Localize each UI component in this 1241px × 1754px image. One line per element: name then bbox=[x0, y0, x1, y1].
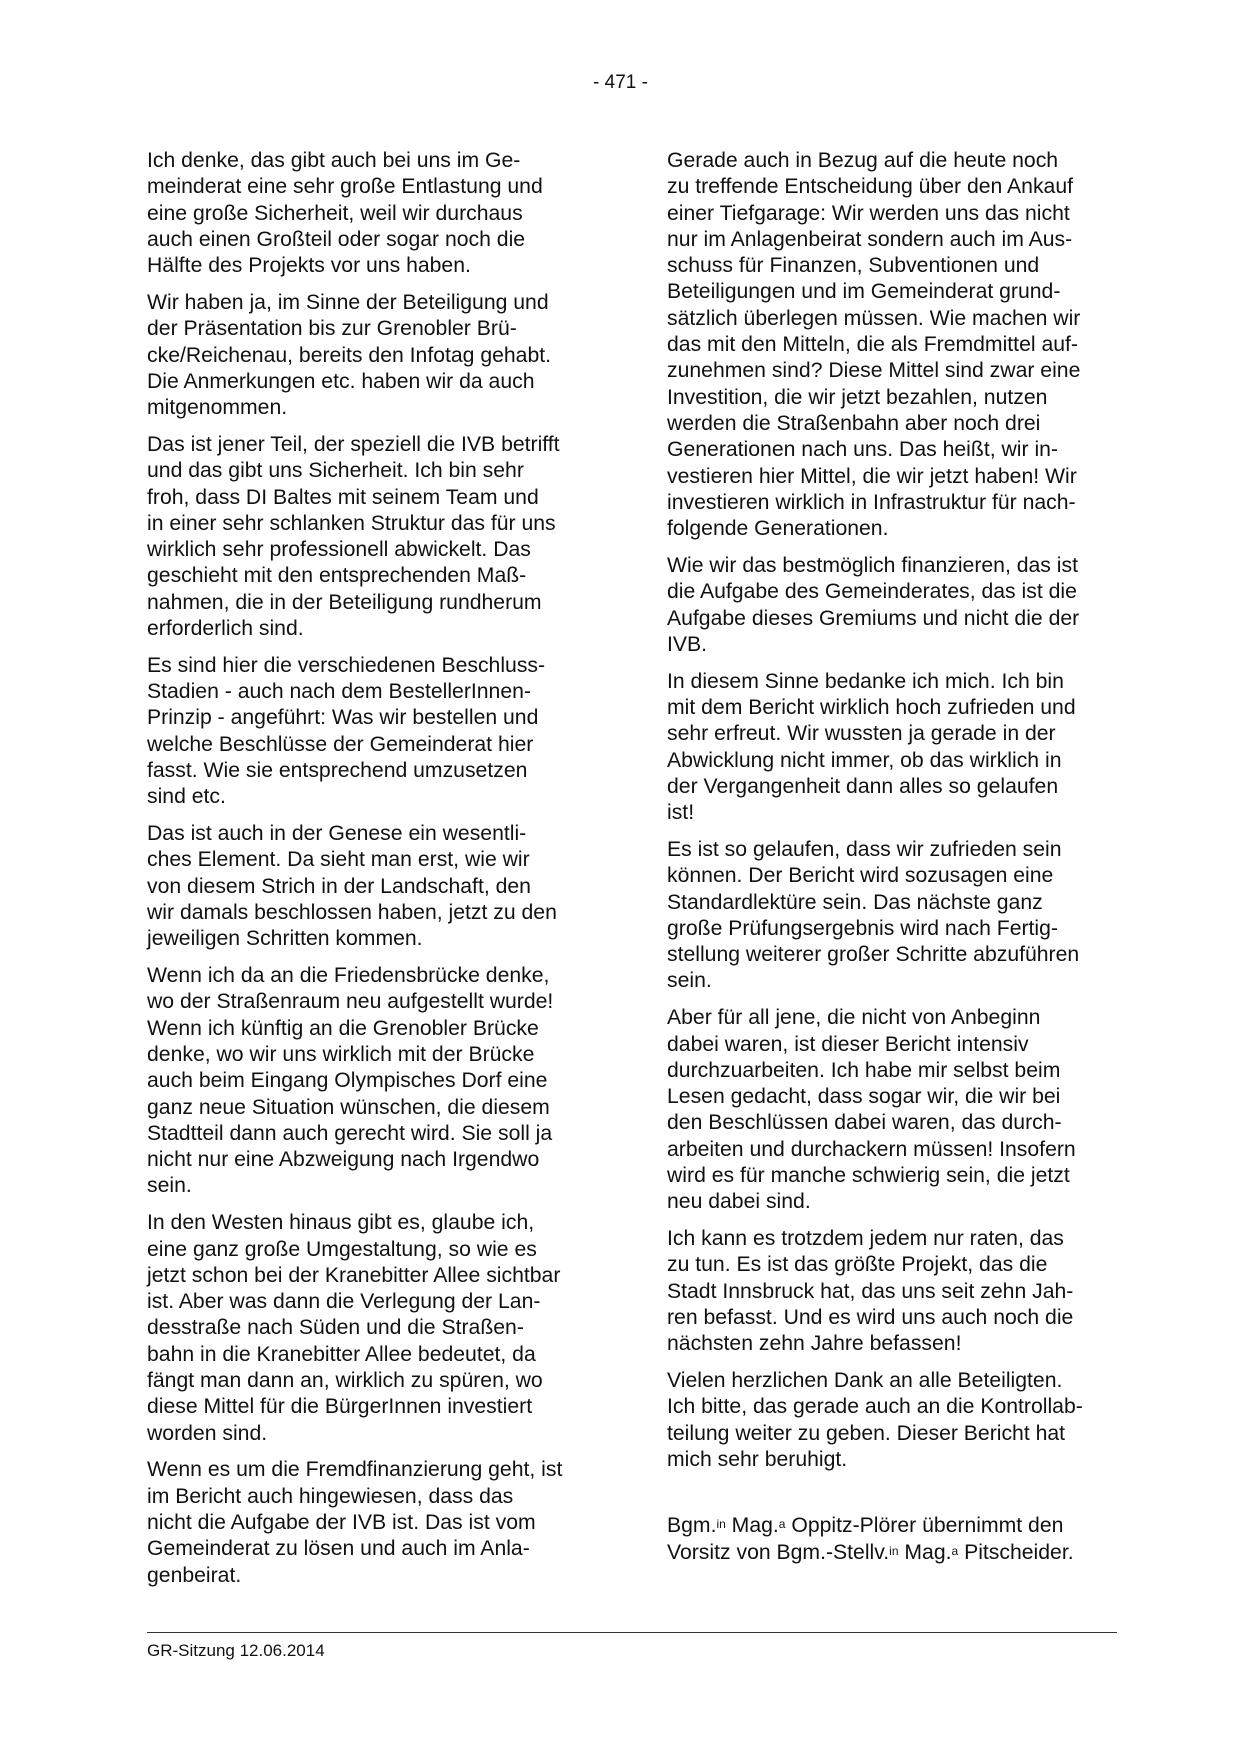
text-line: Ich kann es trotzdem jedem nur raten, das bbox=[667, 1227, 1064, 1251]
text-line: froh, dass DI Baltes mit seinem Team und bbox=[147, 485, 539, 509]
text-line: Gemeinderat zu lösen und auch im Anla- bbox=[147, 1537, 530, 1561]
text-line: auch beim Eingang Olympisches Dorf eine bbox=[147, 1069, 548, 1093]
paragraph bbox=[147, 821, 602, 952]
text-line: Vielen herzlichen Dank an alle Beteiligten. bbox=[667, 1369, 1063, 1393]
paragraph bbox=[147, 148, 602, 279]
text-line: Aber für all jene, die nicht von Anbeginn bbox=[667, 1006, 1041, 1030]
text-line: wird es für manche schwierig sein, die jetzt bbox=[667, 1163, 1070, 1187]
text-line: Standardlektüre sein. Das nächste ganz bbox=[667, 890, 1043, 914]
text-line: fängt man dann an, wirklich zu spüren, wo bbox=[147, 1369, 543, 1393]
text-line: zu treffende Entscheidung über den Ankauf bbox=[667, 175, 1074, 199]
text-line: nächsten zehn Jahre befassen! bbox=[667, 1332, 962, 1356]
text-line: Aufgabe dieses Gremiums und nicht die der bbox=[667, 606, 1080, 630]
text-line: folgende Generationen. bbox=[667, 517, 889, 541]
text-line: werden die Straßenbahn aber noch drei bbox=[667, 411, 1041, 435]
text-line: nicht nur eine Abzweigung nach Irgendwo bbox=[147, 1148, 540, 1172]
note-superscript: in bbox=[716, 1517, 726, 1532]
text-line: Generationen nach uns. Das heißt, wir in- bbox=[667, 438, 1058, 462]
text-line: nahmen, die in der Beteiligung rundherum bbox=[147, 590, 542, 614]
text-line: In den Westen hinaus gibt es, glaube ich, bbox=[147, 1211, 535, 1235]
text-line: jeweiligen Schritten kommen. bbox=[147, 927, 423, 951]
text-line: schuss für Finanzen, Subventionen und bbox=[667, 254, 1040, 278]
text-line: in einer sehr schlanken Struktur das für uns bbox=[147, 511, 556, 535]
text-line: sehr erfreut. Wir wussten ja gerade in der bbox=[667, 722, 1056, 746]
text-line: teilung weiter zu geben. Dieser Bericht hat bbox=[667, 1421, 1066, 1445]
text-line: von diesem Strich in der Landschaft, den bbox=[147, 874, 531, 898]
text-line: Investition, die wir jetzt bezahlen, nutzen bbox=[667, 385, 1048, 409]
text-line: Wie wir das bestmöglich finanzieren, das ist bbox=[667, 553, 1078, 577]
paragraph bbox=[667, 1005, 1127, 1215]
text-line: einer Tiefgarage: Wir werden uns das nicht bbox=[667, 201, 1070, 225]
text-line: neu dabei sind. bbox=[667, 1190, 811, 1214]
text-line: nicht die Aufgabe der IVB ist. Das ist vom bbox=[147, 1511, 536, 1535]
text-line: Die Anmerkungen etc. haben wir da auch bbox=[147, 369, 535, 393]
text-line: stellung weiterer großer Schritte abzuführen bbox=[667, 943, 1080, 967]
text-line: fasst. Wie sie entsprechend umzusetzen bbox=[147, 759, 528, 783]
text-line: eine ganz große Umgestaltung, so wie es bbox=[147, 1237, 537, 1261]
text-line: denke, wo wir uns wirklich mit der Brücke bbox=[147, 1043, 535, 1066]
text-line: Wenn ich da an die Friedensbrücke denke, bbox=[147, 964, 550, 988]
text-line: nur im Anlagenbeirat sondern auch im Aus- bbox=[667, 227, 1073, 251]
text-line: Stadt Innsbruck hat, das uns seit zehn Jah- bbox=[667, 1279, 1074, 1303]
paragraph bbox=[667, 837, 1127, 995]
footer-divider bbox=[147, 1632, 1117, 1633]
text-line: können. Der Bericht wird sozusagen eine bbox=[667, 864, 1054, 888]
text-line: Gerade auch in Bezug auf die heute noch bbox=[667, 149, 1059, 172]
text-line: sein. bbox=[147, 1174, 192, 1198]
note-line bbox=[667, 1540, 1127, 1566]
right-column bbox=[667, 148, 1127, 1576]
text-line: durchzuarbeiten. Ich habe mir selbst beim bbox=[667, 1058, 1061, 1082]
note-superscript: in bbox=[889, 1543, 899, 1558]
text-line: wir damals beschlossen haben, jetzt zu den bbox=[147, 901, 557, 925]
text-line: Stadien - auch nach dem BestellerInnen- bbox=[147, 680, 531, 704]
text-line: Wenn es um die Fremdfinanzierung geht, ist bbox=[147, 1458, 563, 1482]
paragraph bbox=[667, 148, 1127, 542]
text-line: Wenn ich künftig an die Grenobler Brücke bbox=[147, 1016, 539, 1040]
text-line: Das ist jener Teil, der speziell die IVB betrifft bbox=[147, 432, 560, 456]
note-text: Vorsitz von Bgm.-Stellv. bbox=[667, 1540, 890, 1564]
text-line: genbeirat. bbox=[147, 1563, 242, 1587]
text-line: sätzlich überlegen müssen. Wie machen wir bbox=[667, 306, 1081, 330]
note-superscript: a bbox=[951, 1543, 959, 1558]
text-line: cke/Reichenau, bereits den Infotag gehabt. bbox=[147, 343, 552, 367]
text-line: meinderat eine sehr große Entlastung und bbox=[147, 175, 543, 199]
paragraph bbox=[147, 963, 602, 1200]
footer-session-date: GR-Sitzung 12.06.2014 bbox=[147, 1641, 325, 1660]
text-line: Beteiligungen und im Gemeinderat grund- bbox=[667, 280, 1061, 304]
paragraph bbox=[147, 1210, 602, 1447]
text-line: wirklich sehr professionell abwickelt. Das bbox=[147, 538, 531, 562]
note-superscript: a bbox=[778, 1517, 786, 1532]
text-line: Lesen gedacht, dass sogar wir, die wir bei bbox=[667, 1085, 1061, 1109]
text-line: welche Beschlüsse der Gemeinderat hier bbox=[147, 732, 534, 756]
text-line: Das ist auch in der Genese ein wesentli- bbox=[147, 822, 527, 846]
paragraph bbox=[147, 432, 602, 642]
text-line: dabei waren, ist dieser Bericht intensiv bbox=[667, 1032, 1029, 1056]
text-line: ist. Aber was dann die Verlegung der Lan- bbox=[147, 1290, 541, 1314]
text-line: bahn in die Kranebitter Allee bedeutet, da bbox=[147, 1342, 536, 1366]
paragraph bbox=[147, 1457, 602, 1588]
note-text: Bgm. bbox=[667, 1514, 717, 1538]
text-line: mich sehr beruhigt. bbox=[667, 1447, 848, 1471]
text-line: ches Element. Da sieht man erst, wie wir bbox=[147, 848, 530, 872]
text-line: Stadtteil dann auch gerecht wird. Sie soll ja bbox=[147, 1121, 553, 1145]
text-line: und das gibt uns Sicherheit. Ich bin sehr bbox=[147, 459, 524, 483]
text-line: Abwicklung nicht immer, ob das wirklich in bbox=[667, 748, 1062, 772]
paragraph bbox=[667, 1368, 1127, 1473]
text-line: sind etc. bbox=[147, 785, 226, 809]
text-line: investieren wirklich in Infrastruktur für nach- bbox=[667, 490, 1076, 514]
text-line: der Präsentation bis zur Grenobler Brü- bbox=[147, 317, 517, 341]
note-text: Mag. bbox=[898, 1540, 952, 1564]
text-line: Wir haben ja, im Sinne der Beteiligung und bbox=[147, 290, 549, 314]
text-line: auch einen Großteil oder sogar noch die bbox=[147, 227, 526, 251]
text-line: arbeiten und durchackern müssen! Insofern bbox=[667, 1137, 1076, 1161]
text-line: erforderlich sind. bbox=[147, 617, 304, 641]
text-line: mitgenommen. bbox=[147, 396, 288, 420]
text-line: große Prüfungsergebnis wird nach Fertig- bbox=[667, 916, 1058, 940]
text-line: die Aufgabe des Gemeinderates, das ist die bbox=[667, 580, 1077, 604]
paragraph bbox=[667, 1226, 1127, 1357]
text-line: im Bericht auch hingewiesen, dass das bbox=[147, 1484, 514, 1508]
text-line: den Beschlüssen dabei waren, das durch- bbox=[667, 1111, 1062, 1135]
text-line: ganz neue Situation wünschen, die diesem bbox=[147, 1095, 550, 1119]
text-line: Ich bitte, das gerade auch an die Kontrollab- bbox=[667, 1395, 1083, 1419]
text-line: das mit den Mitteln, die als Fremdmittel auf- bbox=[667, 333, 1078, 357]
note-text: Mag. bbox=[725, 1514, 779, 1538]
text-line: geschieht mit den entsprechenden Maß- bbox=[147, 564, 527, 588]
text-line: desstraße nach Süden und die Straßen- bbox=[147, 1316, 524, 1340]
note-text: Oppitz-Plörer übernimmt den bbox=[785, 1514, 1064, 1538]
text-line: der Vergangenheit dann alles so gelaufen bbox=[667, 774, 1059, 798]
text-line: ren befasst. Und es wird uns auch noch die bbox=[667, 1305, 1074, 1329]
text-line: jetzt schon bei der Kranebitter Allee sichtbar bbox=[147, 1263, 561, 1287]
note-line bbox=[667, 1513, 1127, 1539]
note-text: Pitscheider. bbox=[958, 1540, 1074, 1564]
paragraph bbox=[147, 290, 602, 421]
text-line: Es ist so gelaufen, dass wir zufrieden sein bbox=[667, 837, 1062, 861]
text-line: sein. bbox=[667, 969, 712, 993]
text-line: mit dem Bericht wirklich hoch zufrieden und bbox=[667, 695, 1076, 719]
page-number: - 471 - bbox=[593, 72, 648, 93]
text-line: eine große Sicherheit, weil wir durchaus bbox=[147, 201, 523, 225]
chair-change-note bbox=[667, 1513, 1127, 1566]
text-line: In diesem Sinne bedanke ich mich. Ich bin bbox=[667, 669, 1064, 693]
text-line: Prinzip - angeführt: Was wir bestellen und bbox=[147, 706, 539, 730]
text-line: ist! bbox=[667, 801, 695, 825]
text-line: worden sind. bbox=[147, 1421, 268, 1445]
text-line: zu tun. Es ist das größte Projekt, das die bbox=[667, 1253, 1048, 1277]
left-column bbox=[147, 148, 602, 1599]
text-line: diese Mittel für die BürgerInnen investiert bbox=[147, 1395, 533, 1419]
text-line: IVB. bbox=[667, 632, 708, 656]
paragraph bbox=[667, 669, 1127, 827]
paragraph bbox=[667, 553, 1127, 658]
paragraph bbox=[147, 653, 602, 811]
text-line: zunehmen sind? Diese Mittel sind zwar eine bbox=[667, 359, 1081, 383]
text-line: Ich denke, das gibt auch bei uns im Ge- bbox=[147, 149, 521, 172]
text-line: Es sind hier die verschiedenen Beschluss- bbox=[147, 653, 546, 677]
text-line: wo der Straßenraum neu aufgestellt wurde! bbox=[147, 990, 554, 1014]
text-line: vestieren hier Mittel, die wir jetzt haben! Wir bbox=[667, 464, 1077, 488]
text-line: Hälfte des Projekts vor uns haben. bbox=[147, 254, 471, 278]
